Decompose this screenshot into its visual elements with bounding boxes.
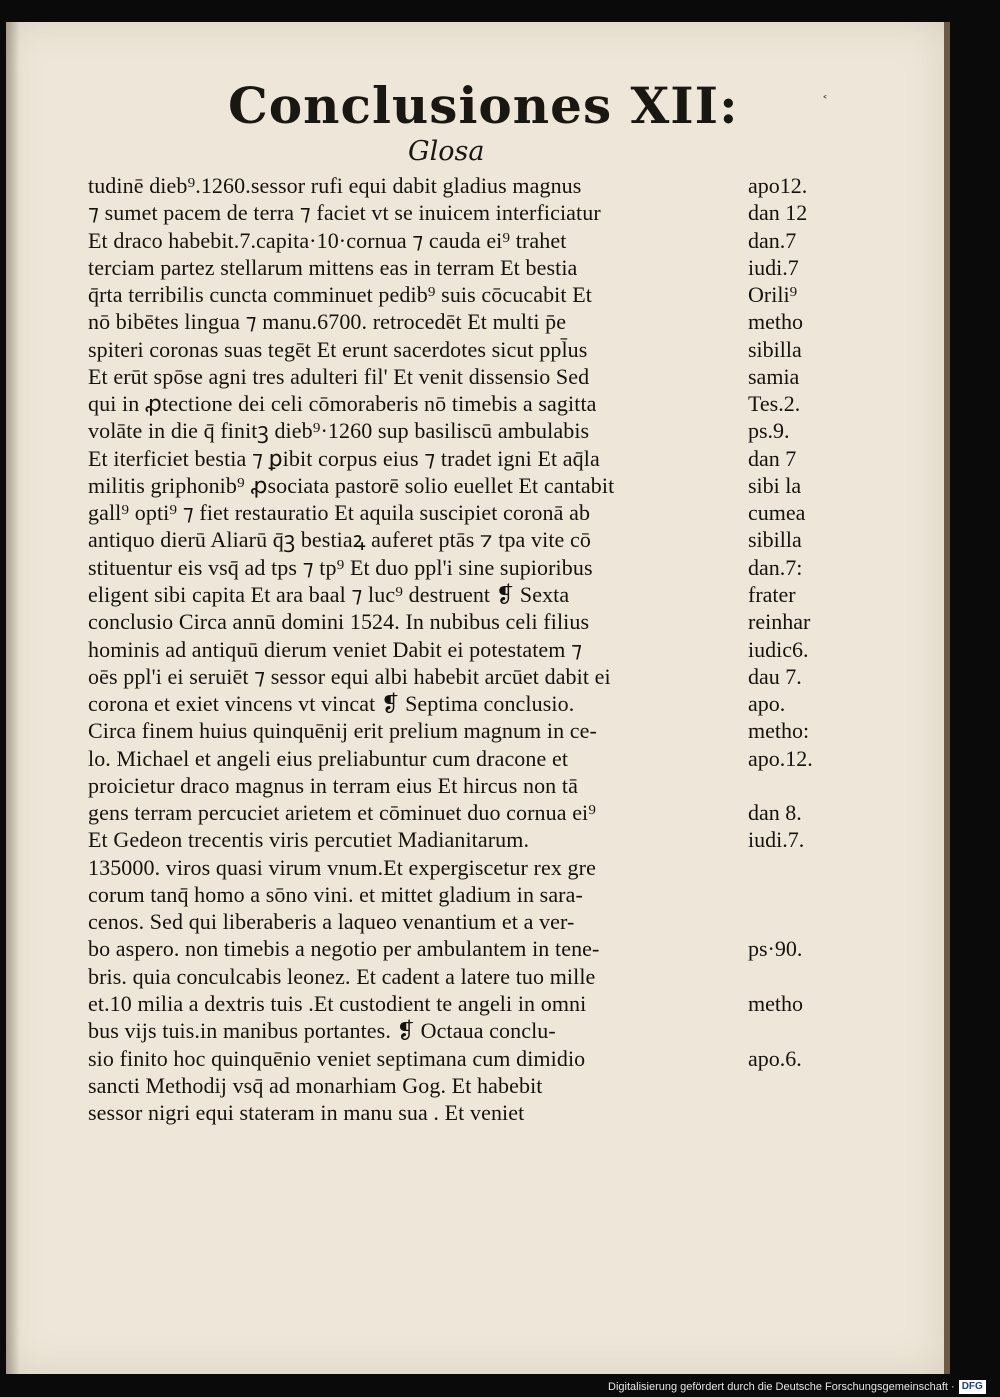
margin-note: sibi la xyxy=(748,472,802,498)
text-line: Et draco habebit.7.capita·10·cornua ⁊ cauda ei⁹ trahet xyxy=(88,227,567,253)
margin-note: dan.7: xyxy=(748,554,803,580)
text-line: militis griphonib⁹ ꝓsociata pastorē solio euellet Et cantabit xyxy=(88,472,615,498)
text-line: hominis ad antiquū dierum veniet Dabit ei potestatem ⁊ xyxy=(88,636,583,662)
dfg-logo: DFG xyxy=(959,1380,986,1394)
text-line: Et iterficiet bestia ⁊ ꝑibit corpus eius ⁊ tradet igni Et aq̄la xyxy=(88,445,600,471)
text-line: gens terram percuciet arietem et cōminuet duo cornua ei⁹ xyxy=(88,800,597,826)
text-line: q̄rta terribilis cuncta comminuet pedib⁹ suis cōcucabit Et xyxy=(88,282,592,308)
text-line: gall⁹ opti⁹ ⁊ fiet restauratio Et aquila suscipiet coronā ab xyxy=(88,500,591,526)
text-line: Et erūt spōse agni tres adulteri fil' Et venit dissensio Sed xyxy=(88,363,590,389)
margin-note: Orili⁹ xyxy=(748,282,798,308)
margin-note: metho: xyxy=(748,718,810,744)
text-line: eligent sibi capita Et ara baal ⁊ luc⁹ destruent ❡ Sexta xyxy=(88,581,570,607)
text-line: nō bibētes lingua ⁊ manu.6700. retrocedēt Et multi p̄e xyxy=(88,309,567,335)
text-line: cenos. Sed qui liberaberis a laqueo venantium et a ver- xyxy=(88,909,575,935)
body-text xyxy=(88,172,738,1126)
margin-note: iudic6. xyxy=(748,636,809,662)
text-line: oēs ppl'i ei seruiēt ⁊ sessor equi albi habebit arcūet dabit ei xyxy=(88,663,611,689)
margin-note: metho xyxy=(748,309,803,335)
text-line: conclusio Circa annū domini 1524. In nubibus celi filius xyxy=(88,609,590,635)
text-line: ⁊ sumet pacem de terra ⁊ faciet vt se inuicem interficiatur xyxy=(88,200,601,226)
text-line: et.10 milia a dextris tuis .Et custodient te angeli in omni xyxy=(88,990,587,1016)
text-line: sancti Methodij vsq̄ ad monarhiam Gog. Et habebit xyxy=(88,1072,543,1098)
margin-note: Tes.2. xyxy=(748,391,801,417)
margin-note: sibilla xyxy=(748,527,802,553)
margin-note xyxy=(748,1072,848,1099)
margin-note: ps·90. xyxy=(748,936,803,962)
text-line: tudinē dieb⁹.1260.sessor rufi equi dabit gladius magnus xyxy=(88,173,582,198)
text-line: Circa finem huius quinquēnij erit prelium magnum in ce- xyxy=(88,718,597,744)
margin-note xyxy=(748,908,848,935)
footer xyxy=(608,1378,986,1396)
page-heading: Conclusiones XII: xyxy=(228,76,739,135)
margin-note: frater xyxy=(748,581,796,607)
text-line: proicietur draco magnus in terram eius Et hircus non tā xyxy=(88,772,578,798)
corner-mark: ˂ xyxy=(822,94,828,108)
text-line: Et Gedeon trecentis viris percutiet Madianitarum. xyxy=(88,827,530,853)
text-line: 135000. viros quasi virum vnum.Et expergiscetur rex gre xyxy=(88,854,596,880)
margin-note xyxy=(748,1017,848,1044)
margin-note xyxy=(748,881,848,908)
margin-note: dan.7 xyxy=(748,227,797,253)
text-line: terciam partez stellarum mittens eas in terram Et bestia xyxy=(88,254,578,280)
text-line: qui in ꝓtectione dei celi cōmoraberis nō timebis a sagitta xyxy=(88,391,597,417)
margin-note: dan 7 xyxy=(748,445,797,471)
text-line: bo aspero. non timebis a negotio per ambulantem in tene- xyxy=(88,936,600,962)
text-line: bris. quia conculcabis leonez. Et cadent a latere tuo mille xyxy=(88,963,596,989)
text-line: sio finito hoc quinquēnio veniet septimana cum dimidio xyxy=(88,1045,586,1071)
text-line: sessor nigri equi stateram in manu sua . Et veniet xyxy=(88,1100,525,1126)
margin-note xyxy=(748,963,848,990)
margin-note: iudi.7 xyxy=(748,254,799,280)
margin-note: reinhar xyxy=(748,609,811,635)
text-line: corum tanq̄ homo a sōno vini. et mittet gladium in sara- xyxy=(88,881,583,907)
margin-note: dan 12 xyxy=(748,200,808,226)
text-line: corona et exiet vincens vt vincat ❡ Septima conclusio. xyxy=(88,691,575,717)
margin-notes xyxy=(748,172,848,1126)
margin-note: dau 7. xyxy=(748,663,802,689)
funding-notice: Digitalisierung gefördert durch die Deutsche Forschungsgemeinschaft · xyxy=(608,1381,955,1393)
margin-note: metho xyxy=(748,990,803,1016)
margin-note: ps.9. xyxy=(748,418,790,444)
text-line: lo. Michael et angeli eius preliabuntur cum dracone et xyxy=(88,745,569,771)
margin-note: samia xyxy=(748,363,800,389)
margin-note: cumea xyxy=(748,500,806,526)
text-line: bus vijs tuis.in manibus portantes. ❡ Octaua conclu- xyxy=(88,1018,556,1044)
margin-note: dan 8. xyxy=(748,800,802,826)
text-line: spiteri coronas suas tegēt Et erunt sacerdotes sicut ppl̄us xyxy=(88,336,588,362)
page-gutter-shadow xyxy=(6,22,20,1374)
margin-note xyxy=(748,772,848,799)
margin-note: apo. xyxy=(748,691,786,717)
margin-note: apo.12. xyxy=(748,745,813,771)
margin-note xyxy=(748,854,848,881)
page-subheading: Glosa xyxy=(408,136,485,167)
text-line: stituentur eis vsq̄ ad tps ⁊ tp⁹ Et duo ppl'i sine supioribus xyxy=(88,554,593,580)
page-edge xyxy=(944,22,950,1374)
margin-note: sibilla xyxy=(748,336,802,362)
text-line: antiquo dierū Aliarū q̄ꝫ bestiaꝝ auferet ptās ⁊ tpa vite cō xyxy=(88,527,591,553)
text-line: volāte in die q̄ finitꝫ dieb⁹·1260 sup basiliscū ambulabis xyxy=(88,418,590,444)
margin-note: iudi.7. xyxy=(748,827,805,853)
margin-note: apo12. xyxy=(748,173,808,198)
margin-note: apo.6. xyxy=(748,1045,802,1071)
margin-note xyxy=(748,1099,848,1126)
